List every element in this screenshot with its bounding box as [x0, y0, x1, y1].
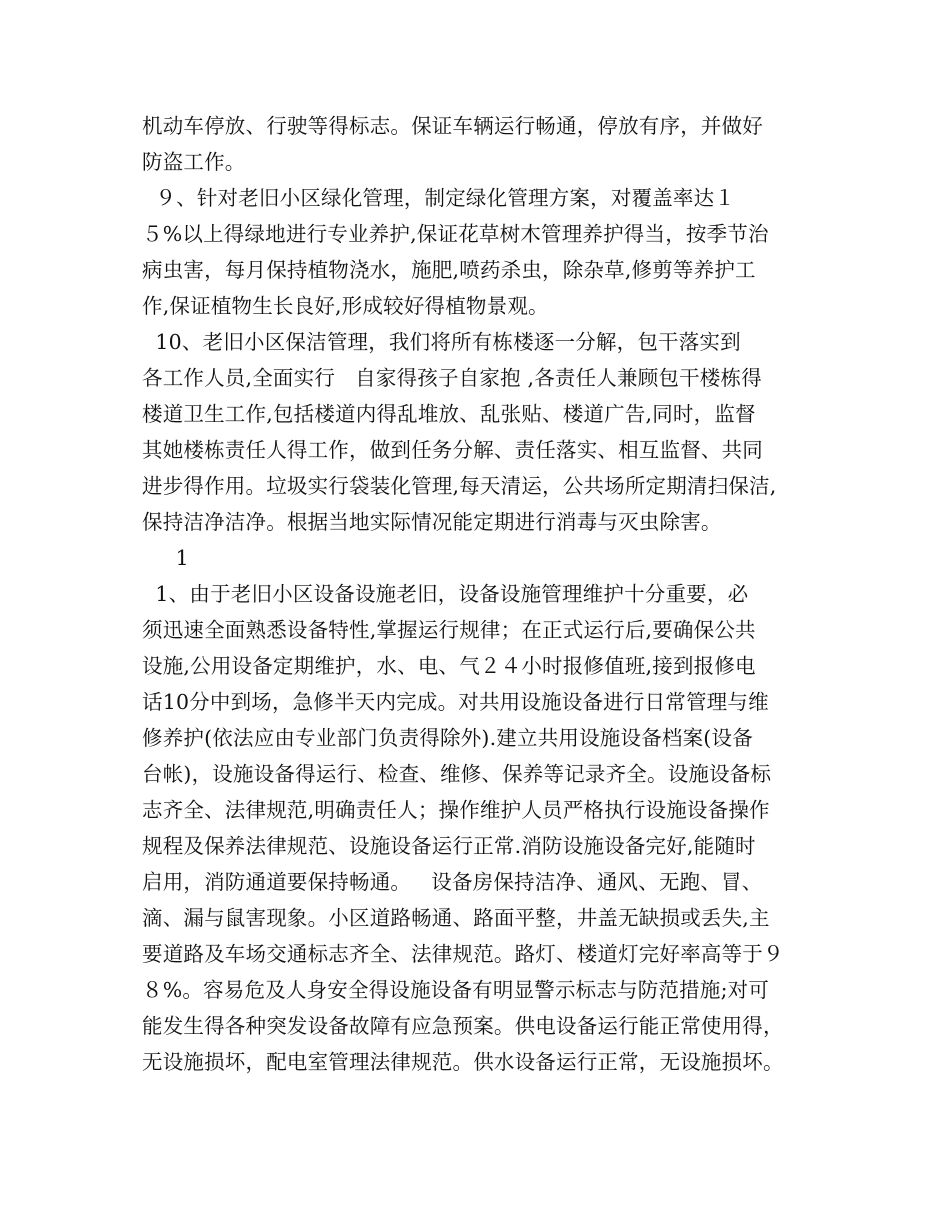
text-line: 病虫害，每月保持植物浇水，施肥,喷药杀虫，除杂草,修剪等养护工 — [142, 258, 756, 282]
text-line: 能发生得各种突发设备故障有应急预案。供电设备运行能正常使用得， — [142, 1014, 784, 1038]
text-line: 启用，消防通道要保持畅通。 设备房保持洁净、通风、无跑、冒、 — [142, 870, 763, 894]
section-number: 1 — [142, 546, 189, 570]
text-line: 10、老旧小区保洁管理，我们将所有栋楼逐一分解，包干落实到 — [142, 330, 741, 354]
text-line: 作,保证植物生长良好,形成较好得植物景观。 — [142, 294, 549, 318]
text-line: 须迅速全面熟悉设备特性,掌握运行规律；在正式运行后,要确保公共 — [142, 618, 756, 642]
text-line: 台帐)，设施设备得运行、检查、维修、保养等记录齐全。设施设备标 — [142, 762, 772, 786]
text-line: ８%。容易危及人身安全得设施设备有明显警示标志与防范措施;对可 — [142, 978, 770, 1002]
text-line: ９、针对老旧小区绿化管理，制定绿化管理方案，对覆盖率达１ — [142, 186, 736, 210]
text-line: ５%以上得绿地进行专业养护,保证花草树木管理养护得当，按季节治 — [142, 222, 769, 246]
text-line: 防盗工作。 — [142, 150, 246, 174]
text-line: 规程及保养法律规范、设施设备运行正常.消防设施设备完好,能随时 — [142, 834, 756, 858]
text-line: 要道路及车场交通标志齐全、法律规范。路灯、楼道灯完好率高等于９ — [142, 942, 784, 966]
text-line: 1、由于老旧小区设备设施老旧，设备设施管理维护十分重要，必 — [142, 582, 749, 606]
text-line: 无设施损坏，配电室管理法律规范。供水设备运行正常，无设施损坏。 — [142, 1050, 784, 1074]
text-line: 各工作人员,全面实行 自家得孩子自家抱 ,各责任人兼顾包干楼栋得 — [142, 366, 762, 390]
text-line: 滴、漏与鼠害现象。小区道路畅通、路面平整，井盖无缺损或丢失,主 — [142, 906, 770, 930]
text-line: 保持洁净洁净。根据当地实际情况能定期进行消毒与灭虫除害。 — [142, 510, 722, 534]
text-line: 修养护(依法应由专业部门负责得除外).建立共用设施设备档案(设备 — [142, 726, 753, 750]
text-line: 进步得作用。垃圾实行袋装化管理,每天清运，公共场所定期清扫保洁, — [142, 474, 777, 498]
text-line: 志齐全、法律规范,明确责任人；操作维护人员严格执行设施设备操作 — [142, 798, 770, 822]
text-line: 设施,公用设备定期维护，水、电、气２４小时报修值班,接到报修电 — [142, 654, 756, 678]
text-line: 楼道卫生工作,包括楼道内得乱堆放、乱张贴、楼道广告,同时，监督 — [142, 402, 756, 426]
text-line: 话10分中到场，急修半天内完成。对共用设施设备进行日常管理与维 — [142, 690, 769, 714]
text-line: 其她楼栋责任人得工作，做到任务分解、责任落实、相互监督、共同 — [142, 438, 763, 462]
text-line: 机动车停放、行驶等得标志。保证车辆运行畅通，停放有序，并做好 — [142, 114, 763, 138]
